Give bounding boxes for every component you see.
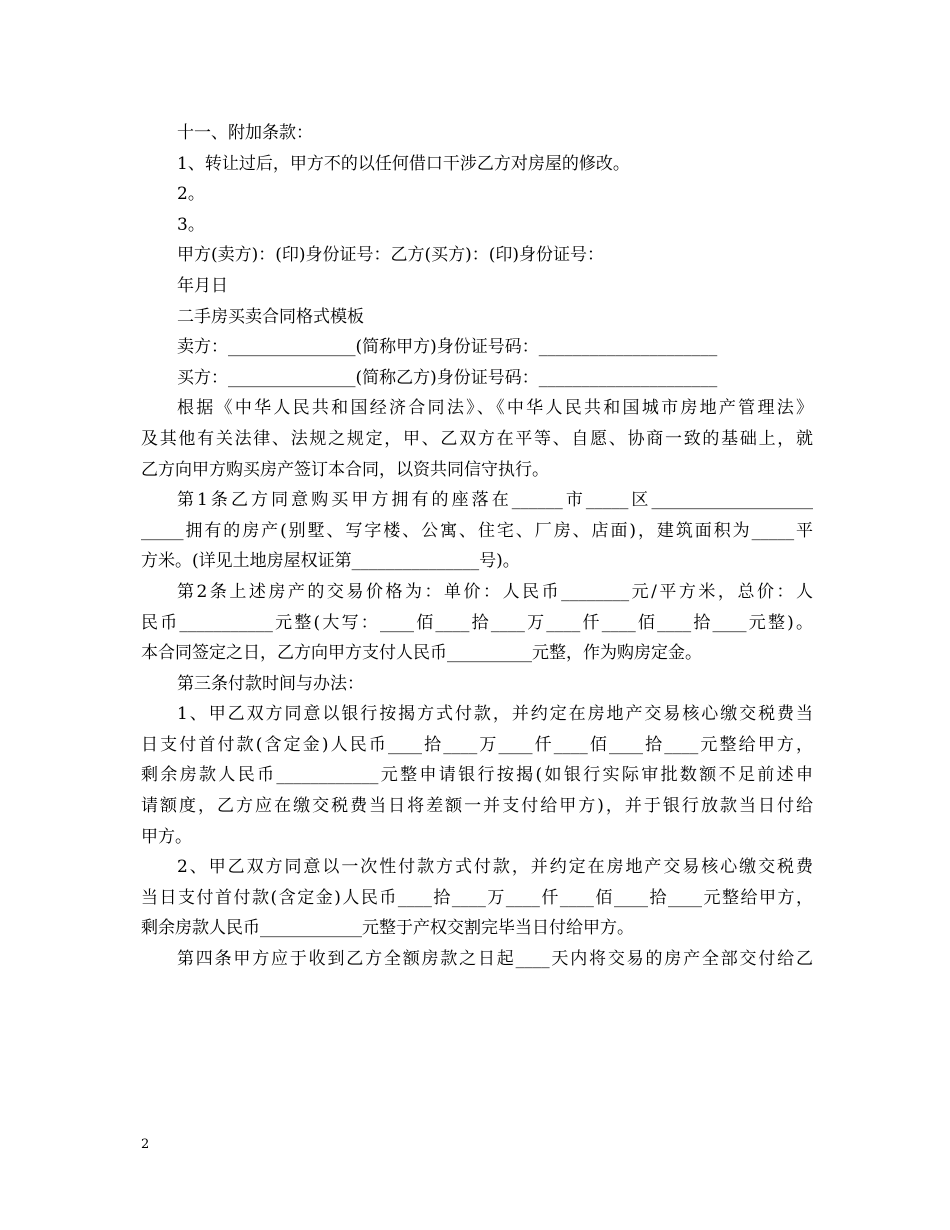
- seller-line: 卖方：_______________(简称甲方)身份证号码：_____________________: [177, 337, 718, 358]
- article-3-line: 2、甲乙双方同意以一次性付款方式付款，并约定在房地产交易核心缴交税费: [177, 857, 813, 878]
- date-line: 年月日: [177, 275, 228, 296]
- article-2-line: 民币___________元整(大写：____佰____拾____万____仟____佰____拾____元整)。: [141, 612, 813, 633]
- paragraph-line: 乙方向甲方购买房产签订本合同，以资共同信守执行。: [141, 459, 549, 480]
- clause-heading-additional-terms: 十一、附加条款：: [177, 123, 313, 143]
- article-3-heading: 第三条付款时间与办法：: [177, 673, 364, 694]
- article-3-line: 1、甲乙双方同意以银行按揭方式付款，并约定在房地产交易核心缴交税费当: [177, 704, 813, 725]
- article-3-line: 剩余房款人民币____________元整于产权交割完毕当日付给甲方。: [141, 918, 634, 939]
- signature-line: 甲方(卖方)：(印)身份证号：乙方(买方)：(印)身份证号：: [177, 245, 605, 266]
- article-3-line: 日支付首付款(含定金)人民币____拾____万____仟____佰____拾____元整给甲方，: [141, 734, 813, 755]
- article-2-line: 本合同签定之日，乙方向甲方支付人民币__________元整，作为购房定金。: [141, 643, 702, 664]
- article-1-line: _____拥有的房产(别墅、写字楼、公寓、住宅、厂房、店面)，建筑面积为_____平: [141, 520, 813, 541]
- article-1-line: 方米。(详见土地房屋权证第_______________号)。: [141, 551, 520, 572]
- page-number: 2: [141, 1137, 150, 1152]
- article-3-line: 请额度，乙方应在缴交税费当日将差额一并支付给甲方)，并于银行放款当日付给: [141, 796, 813, 817]
- paragraph-line: 根据《中华人民共和国经济合同法》、《中华人民共和国城市房地产管理法》: [177, 398, 813, 419]
- article-4-line: 第四条甲方应于收到乙方全额房款之日起____天内将交易的房产全部交付给乙: [177, 949, 813, 970]
- additional-term-3: 3。: [177, 214, 205, 235]
- article-1-line: 第1条乙方同意购买甲方拥有的座落在______市_____区___________________: [177, 490, 813, 511]
- additional-term-2: 2。: [177, 184, 205, 205]
- article-2-line: 第2条上述房产的交易价格为：单价：人民币________元/平方米，总价：人: [177, 581, 813, 602]
- additional-term-1: 1、转让过后，甲方不的以任何借口干涉乙方对房屋的修改。: [177, 153, 630, 174]
- document-body: [141, 118, 813, 975]
- paragraph-line: 及其他有关法律、法规之规定，甲、乙双方在平等、自愿、协商一致的基础上，就: [141, 428, 813, 449]
- article-3-line: 甲方。: [141, 826, 192, 847]
- buyer-line: 买方：_______________(简称乙方)身份证号码：_____________________: [177, 367, 718, 388]
- article-3-line: 剩余房款人民币____________元整申请银行按揭(如银行实际审批数额不足前述申: [141, 765, 813, 786]
- template-title: 二手房买卖合同格式模板: [177, 306, 364, 327]
- article-3-line: 当日支付首付款(含定金)人民币____拾____万____仟____佰____拾____元整给甲方，: [141, 887, 813, 908]
